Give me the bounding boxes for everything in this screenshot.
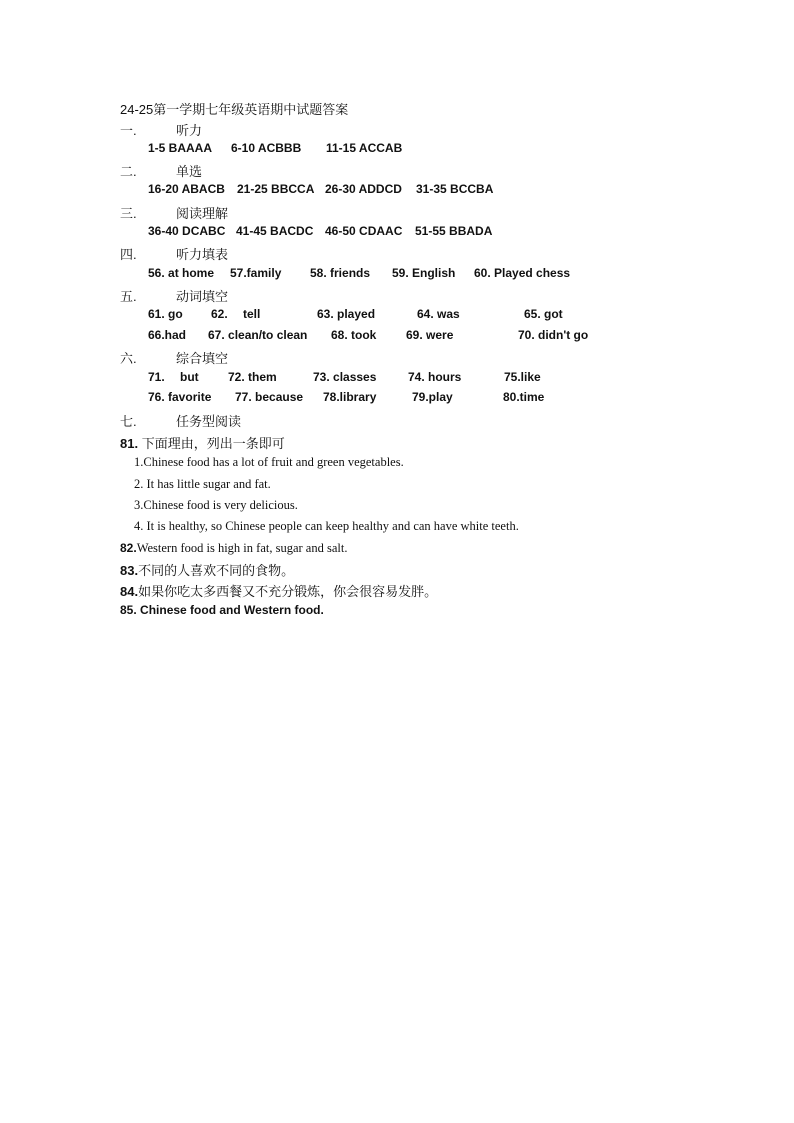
question-83 — [120, 560, 294, 579]
answer-item: 80.time — [503, 390, 545, 404]
reason-item: 3.Chinese food is very delicious. — [134, 498, 298, 512]
reason-item: 2. It has little sugar and fat. — [134, 477, 271, 491]
question-number: 82. — [120, 541, 137, 555]
section-heading-4 — [120, 244, 228, 263]
answer-item: 41-45 BACDC — [236, 224, 314, 238]
answer-row-6a — [0, 370, 794, 386]
answer-item: 62. — [211, 307, 228, 321]
answer-item: 69. were — [406, 328, 454, 342]
answer-item: 73. classes — [313, 370, 377, 384]
page-title: 24-25第一学期七年级英语期中试题答案 — [120, 102, 349, 117]
question-81 — [120, 433, 285, 452]
answer-item: 51-55 BBADA — [415, 224, 493, 238]
question-answer: Chinese food and Western food. — [140, 603, 324, 617]
section-heading-3 — [120, 203, 228, 222]
answer-item: 79.play — [412, 390, 453, 404]
reason-item: 1.Chinese food has a lot of fruit and green vegetables. — [134, 455, 404, 469]
answer-item: but — [180, 370, 199, 384]
section-number: 四. — [120, 247, 137, 262]
section-name: 动词填空 — [176, 289, 229, 304]
answer-item: 57.family — [230, 266, 282, 280]
answer-row-4 — [0, 266, 794, 282]
question-84 — [120, 581, 437, 600]
question-answer: Western food is high in fat, sugar and salt. — [136, 541, 348, 555]
question-text: 下面理由，列出一条即可 — [141, 436, 285, 451]
answer-item: 76. favorite — [148, 390, 212, 404]
answer-item: 65. got — [524, 307, 563, 321]
section-heading-5 — [120, 286, 228, 305]
answer-item: 56. at home — [148, 266, 215, 280]
section-name: 单选 — [176, 164, 203, 179]
question-answer: 不同的人喜欢不同的食物。 — [138, 563, 295, 578]
answer-item: 70. didn't go — [518, 328, 589, 342]
answer-row-1 — [0, 141, 794, 157]
answer-item: 60. Played chess — [474, 266, 571, 280]
section-name: 听力填表 — [176, 247, 229, 262]
answer-item: 21-25 BBCCA — [237, 182, 315, 196]
answer-item: 67. clean/to clean — [208, 328, 308, 342]
section-number: 二. — [120, 164, 137, 179]
question-answer: 如果你吃太多西餐又不充分锻炼，你会很容易发胖。 — [138, 584, 438, 599]
answer-item: 6-10 ACBBB — [231, 141, 302, 155]
answer-item: 16-20 ABACB — [148, 182, 225, 196]
question-number: 83. — [120, 563, 139, 578]
question-82 — [120, 541, 347, 556]
section-name: 阅读理解 — [176, 206, 229, 221]
answer-item: 63. played — [317, 307, 376, 321]
section-number: 三. — [120, 206, 137, 221]
section-number: 七. — [120, 414, 137, 429]
answer-item: 77. because — [235, 390, 304, 404]
answer-item: 74. hours — [408, 370, 462, 384]
answer-item: tell — [243, 307, 261, 321]
answer-item: 31-35 BCCBA — [416, 182, 494, 196]
answer-item: 61. go — [148, 307, 183, 321]
answer-row-6b — [0, 390, 794, 406]
answer-item: 36-40 DCABC — [148, 224, 226, 238]
question-number: 81. — [120, 436, 139, 451]
question-number: 84. — [120, 584, 139, 599]
answer-item: 72. them — [228, 370, 277, 384]
section-number: 五. — [120, 289, 137, 304]
answer-item: 59. English — [392, 266, 456, 280]
answer-item: 66.had — [148, 328, 187, 342]
reason-item: 4. It is healthy, so Chinese people can keep healthy and can have white teeth. — [134, 519, 519, 533]
section-name: 任务型阅读 — [176, 414, 242, 429]
section-number: 一. — [120, 123, 137, 138]
answer-item: 64. was — [417, 307, 460, 321]
section-name: 综合填空 — [176, 351, 229, 366]
section-heading-7 — [120, 411, 241, 430]
answer-row-5a — [0, 307, 794, 323]
section-heading-6 — [120, 348, 228, 367]
answer-row-5b — [0, 328, 794, 344]
question-85 — [120, 603, 324, 617]
answer-row-3 — [0, 224, 794, 240]
answer-item: 78.library — [323, 390, 377, 404]
answer-row-2 — [0, 182, 794, 198]
answer-item: 26-30 ADDCD — [325, 182, 402, 196]
answer-item: 68. took — [331, 328, 377, 342]
answer-item: 75.like — [504, 370, 541, 384]
answer-item: 58. friends — [310, 266, 371, 280]
section-heading-2 — [120, 161, 202, 180]
answer-item: 71. — [148, 370, 165, 384]
section-heading-1 — [120, 120, 202, 139]
section-number: 六. — [120, 351, 137, 366]
answer-item: 11-15 ACCAB — [326, 141, 403, 155]
question-number: 85. — [120, 603, 137, 617]
answer-item: 46-50 CDAAC — [325, 224, 403, 238]
section-name: 听力 — [176, 123, 203, 138]
answer-item: 1-5 BAAAA — [148, 141, 213, 155]
